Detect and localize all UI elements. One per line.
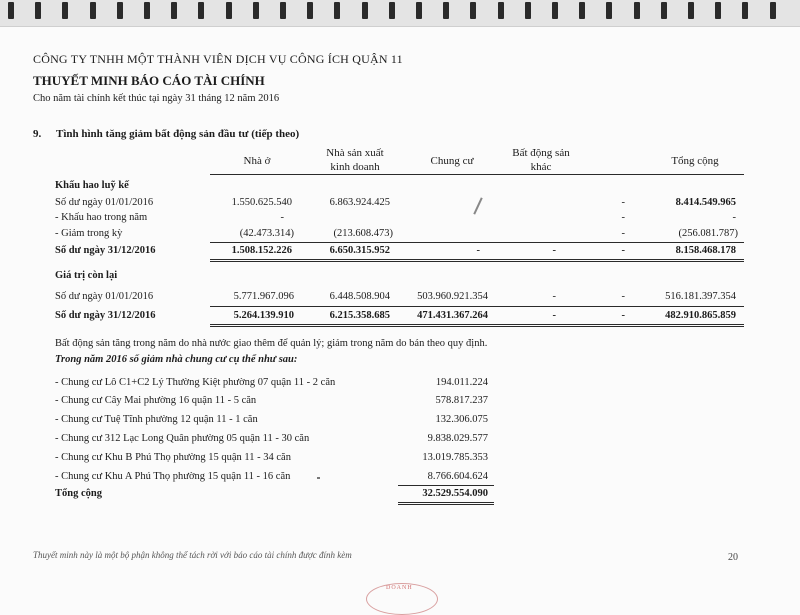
binding-ring xyxy=(525,2,531,19)
report-period: Cho năm tài chính kết thúc tại ngày 31 tháng 12 năm 2016 xyxy=(33,93,280,104)
decrease-item-label: - Chung cư Tuệ Tĩnh phường 12 quận 11 - 1 căn xyxy=(55,414,258,425)
report-title: THUYẾT MINH BÁO CÁO TÀI CHÍNH xyxy=(33,73,265,88)
col-header-housing: Nhà ở xyxy=(243,155,271,167)
stamp-text: DOANH xyxy=(386,585,413,591)
dep-row-value: - xyxy=(280,212,284,223)
ink-dot xyxy=(317,477,320,479)
dep-total-value: - xyxy=(552,245,556,256)
binding-ring xyxy=(35,2,41,19)
header-rule xyxy=(210,174,744,175)
decrease-item-label: - Chung cư Khu B Phú Thọ phường 15 quận 11 - 34 căn xyxy=(55,452,291,463)
dep-row-label: - Giảm trong kỳ xyxy=(55,228,123,239)
col-header-production xyxy=(305,146,405,174)
binding-ring xyxy=(552,2,558,19)
binding-ring xyxy=(90,2,96,19)
dep-row-value: - xyxy=(621,228,625,239)
binding-ring xyxy=(770,2,776,19)
dep-row-label: - Khấu hao trong năm xyxy=(55,212,148,223)
double-rule xyxy=(398,502,494,503)
section-heading: Tình hình tăng giảm bất động sản đầu tư (tiếp theo) xyxy=(56,128,300,140)
double-rule xyxy=(210,326,744,327)
binding-ring xyxy=(280,2,286,19)
dep-row-value: - xyxy=(621,197,625,208)
binding-ring xyxy=(226,2,232,19)
remaining-row-value: - xyxy=(552,291,556,302)
section-title xyxy=(33,128,299,140)
binding-ring xyxy=(579,2,585,19)
dep-row-value: 1.550.625.540 xyxy=(231,197,292,208)
binding-ring xyxy=(606,2,612,19)
binding-ring xyxy=(416,2,422,19)
remaining-total-value: 5.264.139.910 xyxy=(233,310,294,321)
remaining-row-value: 516.181.397.354 xyxy=(665,291,736,302)
double-rule xyxy=(210,261,744,262)
binding-ring xyxy=(8,2,14,19)
decrease-total-label: Tổng cộng xyxy=(55,488,102,499)
subtotal-rule xyxy=(210,242,744,243)
decrease-total-value: 32.529.554.090 xyxy=(422,488,488,499)
binding-ring xyxy=(198,2,204,19)
page-number: 20 xyxy=(728,552,738,563)
remaining-total-value: 471.431.367.264 xyxy=(417,310,488,321)
dep-total-label: Số dư ngày 31/12/2016 xyxy=(55,245,156,256)
remaining-row-label: Số dư ngày 01/01/2016 xyxy=(55,291,154,302)
depreciation-heading: Khấu hao luỹ kế xyxy=(55,180,129,191)
decrease-heading: Trong năm 2016 số giảm nhà chung cư cụ thể như sau: xyxy=(55,354,298,365)
binding-ring xyxy=(334,2,340,19)
list-total-rule xyxy=(398,485,494,486)
binding-ring xyxy=(661,2,667,19)
remaining-row-value: 5.771.967.096 xyxy=(233,291,294,302)
binding-ring xyxy=(715,2,721,19)
decrease-item-value: 9.838.029.577 xyxy=(427,433,488,444)
binding-ring xyxy=(362,2,368,19)
remaining-total-label: Số dư ngày 31/12/2016 xyxy=(55,310,156,321)
binding-ring xyxy=(144,2,150,19)
decrease-item-label: - Chung cư Lô C1+C2 Lý Thường Kiệt phường 07 quận 11 - 2 căn xyxy=(55,377,336,388)
binding-ring xyxy=(470,2,476,19)
remaining-total-value: 6.215.358.685 xyxy=(329,310,390,321)
footer-note: Thuyết minh này là một bộ phận không thể tách rời với báo cáo tài chính được đính kèm xyxy=(33,550,352,560)
decrease-item-value: 8.766.604.624 xyxy=(427,471,488,482)
col-header-production-line2: kinh doanh xyxy=(330,161,380,173)
decrease-item-label: - Chung cư 312 Lạc Long Quân phường 05 quận 11 - 30 căn xyxy=(55,433,310,444)
col-header-other xyxy=(496,146,586,174)
double-rule xyxy=(210,259,744,260)
dep-total-value: 8.158.468.178 xyxy=(675,245,736,256)
decrease-item-value: 194.011.224 xyxy=(435,377,488,388)
binding-ring xyxy=(389,2,395,19)
binding-ring xyxy=(253,2,259,19)
double-rule xyxy=(210,324,744,325)
remaining-row-value: - xyxy=(621,291,625,302)
col-header-apartment: Chung cư xyxy=(430,155,474,167)
dep-row-value: - xyxy=(732,212,736,223)
remaining-total-value: 482.910.865.859 xyxy=(665,310,736,321)
col-header-production-line1: Nhà sản xuất xyxy=(326,147,384,159)
dep-total-value: 1.508.152.226 xyxy=(231,245,292,256)
binding-ring xyxy=(498,2,504,19)
binding-ring xyxy=(634,2,640,19)
binding-ring xyxy=(62,2,68,19)
remaining-heading: Giá trị còn lại xyxy=(55,270,118,281)
dep-row-value: 6.863.924.425 xyxy=(329,197,390,208)
binding-ring xyxy=(443,2,449,19)
dep-total-value: - xyxy=(621,245,625,256)
dep-total-value: 6.650.315.952 xyxy=(329,245,390,256)
dep-row-value: (213.608.473) xyxy=(333,228,393,239)
dep-row-value: - xyxy=(621,212,625,223)
decrease-item-label: - Chung cư Cây Mai phường 16 quận 11 - 5 căn xyxy=(55,395,257,406)
dep-row-value: 8.414.549.965 xyxy=(675,197,736,208)
dep-row-value: (256.081.787) xyxy=(678,228,738,239)
dep-total-value: - xyxy=(476,245,480,256)
remaining-row-value: 503.960.921.354 xyxy=(417,291,488,302)
spiral-binding xyxy=(0,0,800,27)
dep-row-label: Số dư ngày 01/01/2016 xyxy=(55,197,154,208)
pen-mark xyxy=(473,197,482,214)
remaining-total-value: - xyxy=(552,310,556,321)
double-rule xyxy=(398,504,494,505)
binding-ring xyxy=(171,2,177,19)
decrease-item-value: 578.817.237 xyxy=(435,395,488,406)
decrease-item-label: - Chung cư Khu A Phú Thọ phường 15 quận 11 - 16 căn xyxy=(55,471,291,482)
note-text: Bất động sản tăng trong năm do nhà nước giao thêm để quản lý; giảm trong năm do bán theo quy định. xyxy=(55,338,488,349)
remaining-total-value: - xyxy=(621,310,625,321)
remaining-row-value: 6.448.508.904 xyxy=(329,291,390,302)
col-header-other-line1: Bất động sản xyxy=(512,147,570,159)
col-header-total: Tổng cộng xyxy=(671,155,719,167)
col-header-other-line2: khác xyxy=(530,161,552,173)
company-name: CÔNG TY TNHH MỘT THÀNH VIÊN DỊCH VỤ CÔNG ÍCH QUẬN 11 xyxy=(33,52,403,66)
binding-ring xyxy=(307,2,313,19)
binding-ring xyxy=(117,2,123,19)
subtotal-rule xyxy=(210,306,744,307)
binding-ring xyxy=(742,2,748,19)
section-number: 9. xyxy=(33,128,42,140)
decrease-item-value: 13.019.785.353 xyxy=(422,452,488,463)
decrease-item-value: 132.306.075 xyxy=(435,414,488,425)
binding-ring xyxy=(688,2,694,19)
dep-row-value: (42.473.314) xyxy=(239,228,294,239)
